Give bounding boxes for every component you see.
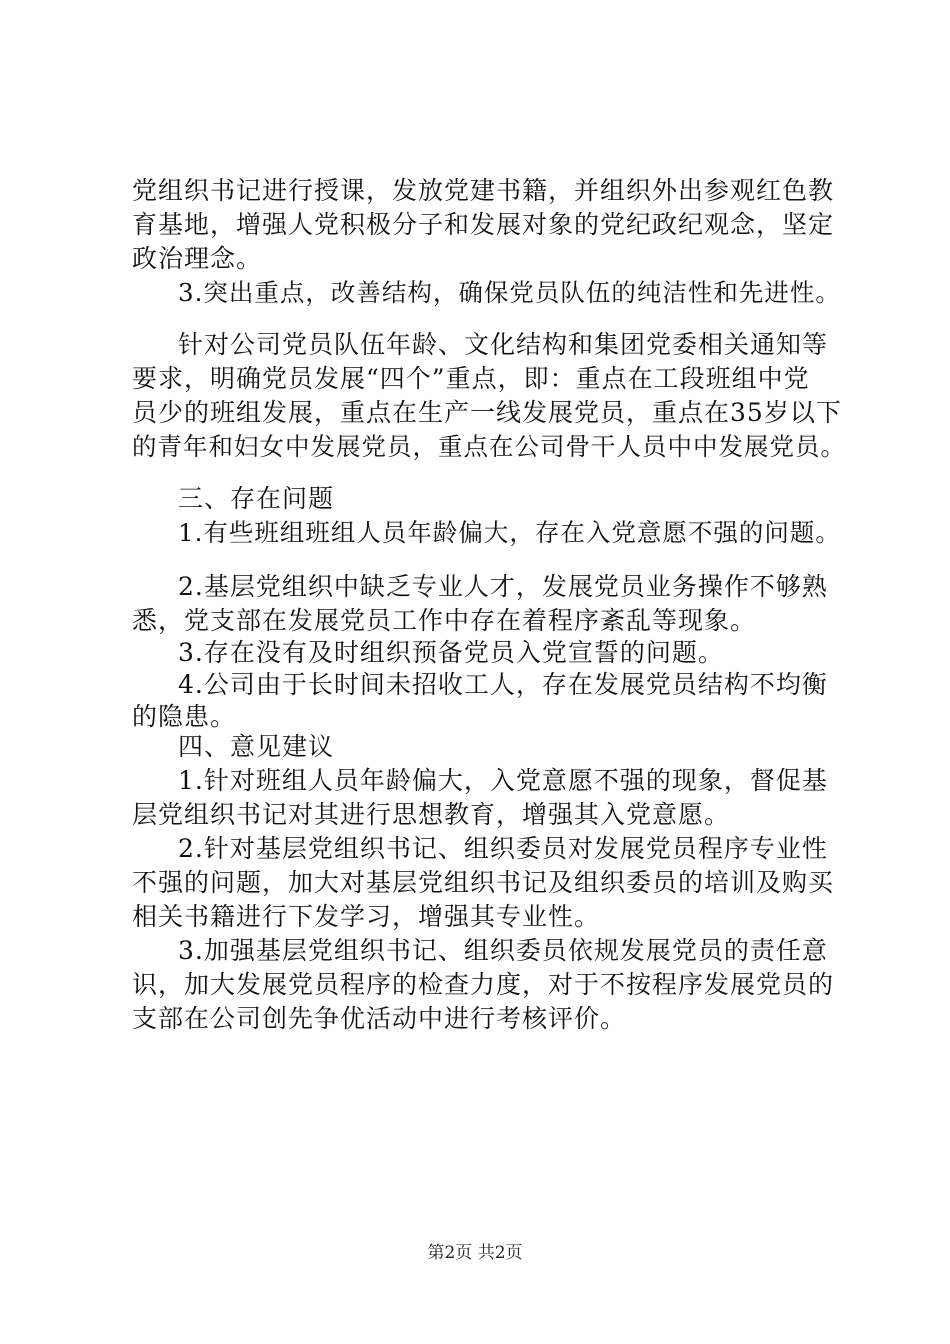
text-line: 针对公司党员队伍年龄、文化结构和集团党委相关通知等 [178,330,829,359]
text-line: 悉，党支部在发展党员工作中存在着程序紊乱等现象。 [132,606,757,635]
text-line: 1.有些班组班组人员年龄偏大，存在入党意愿不强的问题。 [178,518,841,547]
text-line: 层党组织书记对其进行思想教育，增强其入党意愿。 [132,800,731,829]
text-line: 识，加大发展党员程序的检查力度，对于不按程序发展党员的 [132,970,835,999]
text-line: 政治理念。 [132,244,263,273]
text-line: 的隐患。 [132,702,237,731]
text-line: 不强的问题，加大对基层党组织书记及组织委员的培训及购买 [132,868,835,897]
text-line: 3.突出重点，改善结构，确保党员队伍的纯洁性和先进性。 [178,278,841,307]
text-line: 育基地，增强人党积极分子和发展对象的党纪政纪观念，坚定 [132,210,835,239]
text-line: 支部在公司创先争优活动中进行考核评价。 [132,1004,627,1033]
text-line: 1.针对班组人员年龄偏大，入党意愿不强的现象，督促基 [178,766,828,795]
section-heading: 三、存在问题 [178,484,335,513]
text-line: 要求，明确党员发展“四个”重点，即：重点在工段班组中党 [132,364,810,393]
text-line: 3.存在没有及时组织预备党员入党宣誓的问题。 [178,638,724,667]
text-line: 2.针对基层党组织书记、组织委员对发展党员程序专业性 [178,834,828,863]
page-number-footer: 第2页 共2页 [427,1243,523,1263]
text-line: 员少的班组发展，重点在生产一线发展党员，重点在35岁以下 [132,398,842,427]
section-heading: 四、意见建议 [178,732,335,761]
text-line: 3.加强基层党组织书记、组织委员依规发展党员的责任意 [178,936,828,965]
text-line: 4.公司由于长时间未招收工人，存在发展党员结构不均衡 [178,670,828,699]
text-line: 党组织书记进行授课，发放党建书籍，并组织外出参观红色教 [132,176,835,205]
text-line: 2.基层党组织中缺乏专业人才，发展党员业务操作不够熟 [178,572,828,601]
text-line: 相关书籍进行下发学习，增强其专业性。 [132,902,601,931]
text-line: 的青年和妇女中发展党员，重点在公司骨干人员中中发展党员。 [132,432,846,461]
